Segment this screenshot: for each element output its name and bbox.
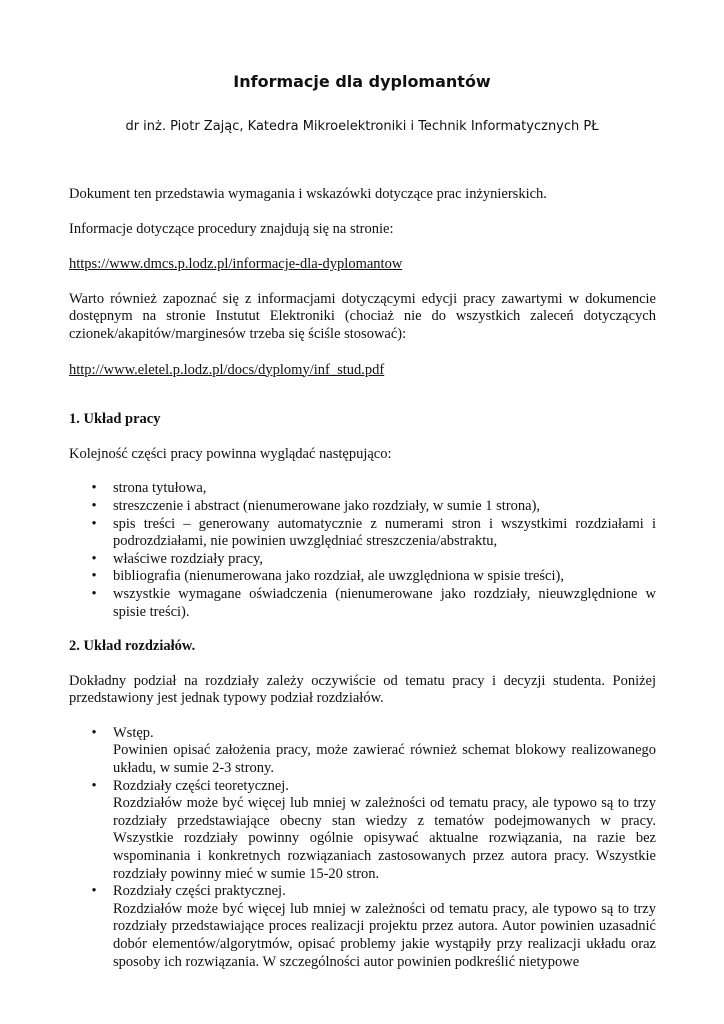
bullet-icon: • <box>91 550 97 567</box>
list-item: • spis treści – generowany automatycznie z numerami stron i wszystkimi rozdziałami i podrozdziałami, nie powinien uwzględniać streszczenia/abstraktu, <box>69 516 656 551</box>
procedure-paragraph: Informacje dotyczące procedury znajdują się na stronie: <box>69 220 394 237</box>
section-2-lead: Dokładny podział na rozdziały zależy oczywiście od tematu pracy i decyzji studenta. Poniżej przedstawiony jest jednak typowy podział rozdziałów. <box>69 672 656 707</box>
section-1-heading: 1. Układ pracy <box>69 411 161 428</box>
list-item: • strona tytułowa, <box>69 480 656 498</box>
bullet-icon: • <box>91 777 97 794</box>
bullet-icon: • <box>91 497 97 514</box>
bullet-icon: • <box>91 883 97 900</box>
list-item <box>69 725 656 778</box>
section-2-list <box>69 725 656 971</box>
bullet-icon: • <box>91 568 97 585</box>
list-item-text: Powinien opisać założenia pracy, może zawierać również schemat blokowy realizowanego układu, w sumie 2-3 strony. <box>113 742 656 777</box>
section-1-lead: Kolejność części pracy powinna wyglądać następująco: <box>69 445 392 462</box>
section-1-list <box>69 480 656 621</box>
list-item: • streszczenie i abstract (nienumerowane jako rozdziały, w sumie 1 strona), <box>69 498 656 516</box>
list-item: • wszystkie wymagane oświadczenia (nienumerowane jako rozdziały, nieuwzględnione w spisie treści). <box>69 586 656 621</box>
document-body <box>69 186 656 971</box>
list-item-text: Rozdziałów może być więcej lub mniej w zależności od tematu pracy, ale typowo są to trzy rozdziały przedstawiające obecny stan wiedzy z tematów podejmowanych w pracy. Wszystkie rozdziały powinny ogólnie opisywać aktualne rozwiązania, na razie bez wspominania i konkretnych rozwiązaniach zastosowanych przez autora pracy. Wszystkie rozdziały powinny mieć w sumie 15-20 stron. <box>113 795 656 882</box>
list-item-text: Rozdziałów może być więcej lub mniej w zależności od tematu pracy, ale typowo są to trzy rozdziały przedstawiające proces realizacji projektu przez autora. Autor powinien uzasadnić dobór elementów/algorytmów, opisać problemy jakie wystąpiły przy realizacji układu oraz sposoby ich rozwiązania. W szczególności autor powinien podkreślić nietypowe <box>113 900 656 970</box>
list-item <box>69 883 656 971</box>
list-item-title: Wstęp. <box>113 724 154 741</box>
bullet-icon: • <box>91 724 97 741</box>
bullet-icon: • <box>91 480 97 497</box>
intro-paragraph: Dokument ten przedstawia wymagania i wskazówki dotyczące prac inżynierskich. <box>69 186 547 202</box>
document-author-line: dr inż. Piotr Zając, Katedra Mikroelektroniki i Technik Informatycznych PŁ <box>125 119 599 134</box>
list-item-title: Rozdziały części praktycznej. <box>113 883 286 900</box>
list-item: • właściwe rozdziały pracy, <box>69 551 656 569</box>
procedure-link[interactable]: https://www.dmcs.p.lodz.pl/informacje-dla-dyplomantow <box>69 256 403 273</box>
list-item: • bibliografia (nienumerowana jako rozdział, ale uwzględniona w spisie treści), <box>69 568 656 586</box>
formatting-paragraph: Warto również zapoznać się z informacjami dotyczącymi edycji pracy zawartymi w dokumencie dostępnym na stronie Instutut Elektroniki (chociaż nie do wszystkich zaleceń dotyczących czionek/akapitów/marginesów trzeba się ściśle stosować): <box>69 290 656 342</box>
list-item-title: Rozdziały części teoretycznej. <box>113 777 289 794</box>
bullet-icon: • <box>91 585 97 602</box>
document-title: Informacje dla dyplomantów <box>233 72 491 91</box>
section-2-heading: 2. Układ rozdziałów. <box>69 638 196 655</box>
list-item <box>69 778 656 884</box>
formatting-doc-link[interactable]: http://www.eletel.p.lodz.pl/docs/dyplomy/inf_stud.pdf <box>69 361 385 378</box>
bullet-icon: • <box>91 515 97 532</box>
